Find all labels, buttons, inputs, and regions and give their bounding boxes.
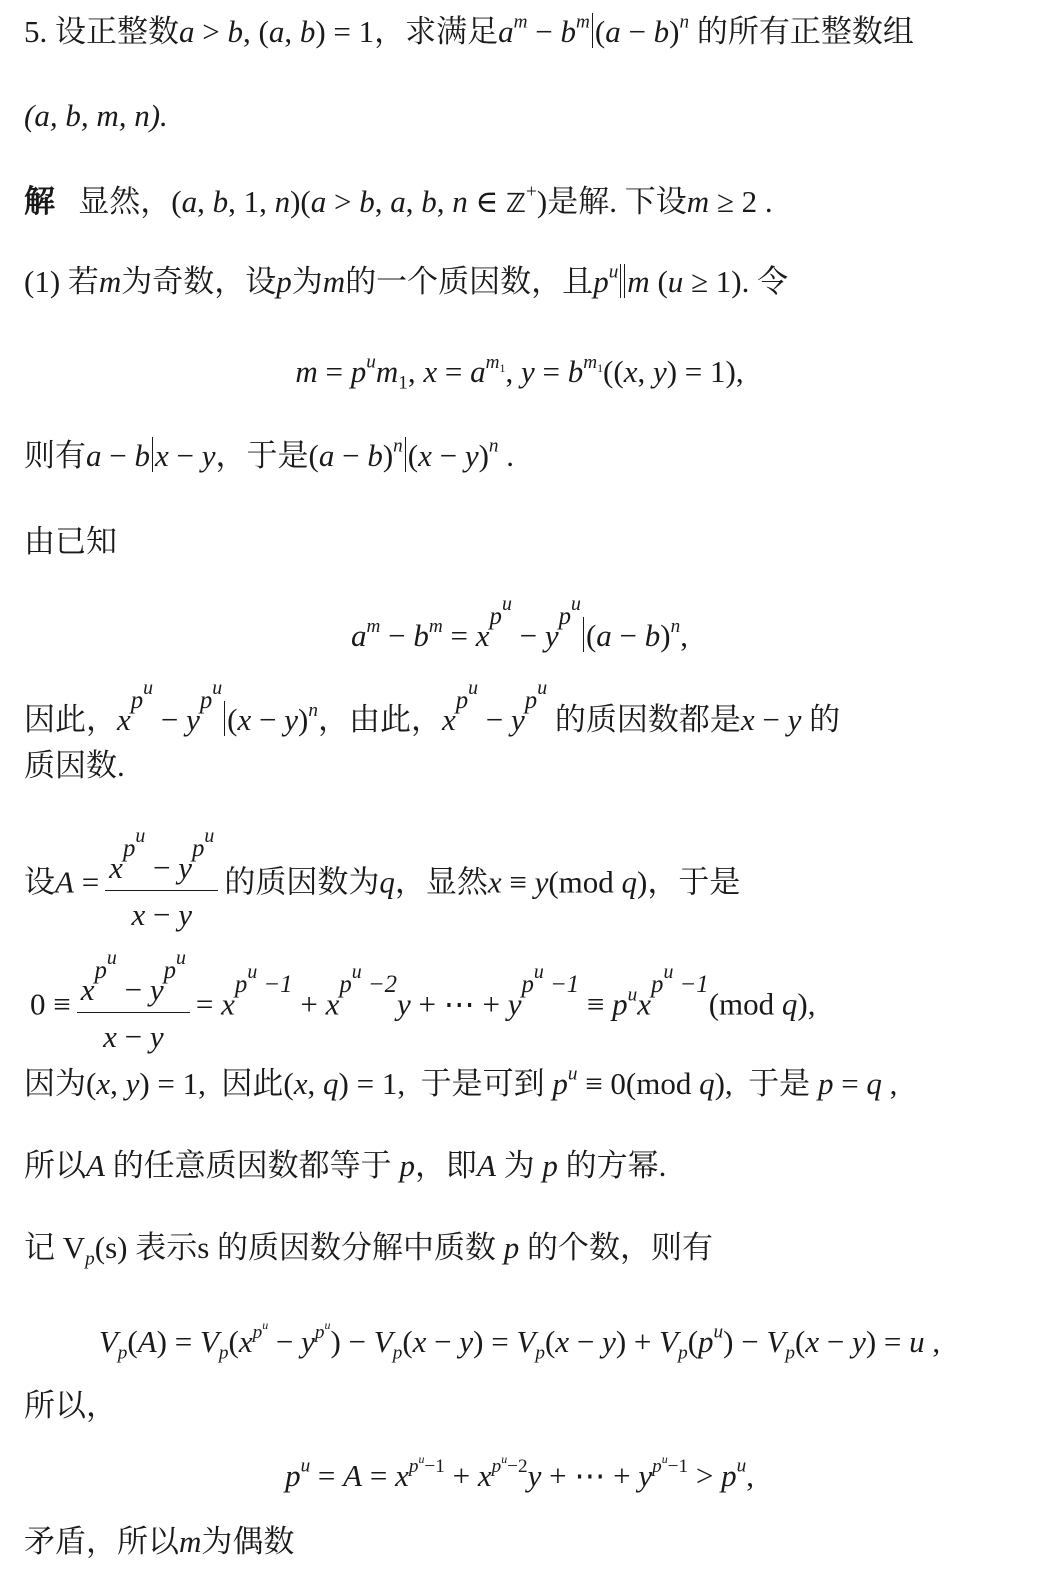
define-A-line: 设A = $\frac{x^{p^u} - y^{p^u}}{x - y}$ 的质因数为q，显然x ≡ y(mod q)，于是 <box>24 836 1025 935</box>
valuation-def-line: 记 $V_p(s)$ 表示s 的质因数分解中质数 p 的个数，则有 <box>24 1230 714 1270</box>
equation-contradiction: $p^u = A = x^{p^u-1} + x^{p^u-2}y$ + ⋯ + $y^{p^u-1} > p^u$, <box>285 1451 754 1493</box>
problem-line-1: 5. 设正整数a > b, (a, b) = 1，求满足$a^m - b^m$ $(a - b)^n$ 的所有正整数组 <box>24 11 914 49</box>
case-1-line: (1) 若m为奇数，设p为m的一个质因数，且$p^u$ m (u ≥ 1). 令 <box>24 261 789 299</box>
fraction-A: $\frac{x^{p^u} - y^{p^u}}{x - y}$ <box>105 836 218 935</box>
fraction-congruence: $\frac{x^{p^u} - y^{p^u}}{x - y}$ <box>77 958 190 1057</box>
problem-line-2 <box>24 96 1025 136</box>
therefore-line: 因此，$x^{p^u} - y^{p^u}(x - y)^n$，由此，$x^{p^u} - y^{p^u}$ 的质因数都是x − y 的 <box>24 677 841 738</box>
divisibility-line: 则有a − b x − y，于是$(a - b)^n$ $(x - y)^n$ . <box>24 435 515 473</box>
power-line: 所以A 的任意质因数都等于 p，即A 为 p 的方幂. <box>24 1148 667 1183</box>
equation-valuation: $V_p(A) = V_p(x^{p^u} - y^{p^u}) - V_p(x - y) = V_p(x - y) + V_p(p^u) - V_p(x - y) = u$ , <box>98 1317 941 1364</box>
prime-factor-line: 质因数. <box>24 748 125 783</box>
because-line: 因为(x, y) = 1, 因此(x, q) = 1, 于是可到 $p^u \equiv 0(mod$ q), 于是 p = q , <box>24 1063 898 1101</box>
equation-congruence: 0 ≡ $\frac{x^{p^u} - y^{p^u}}{x - y}$ = $x^{p^u -1} + x^{p^u -2}y$ + ⋯ + $y^{p^u -1} \equiv p^ux^{p^u -1}(mod$ q), <box>30 958 1025 1057</box>
solution-label: 解 <box>24 184 55 219</box>
problem-number: 5. <box>24 14 48 49</box>
conclusion-line: 矛盾，所以m为偶数 <box>24 1524 295 1559</box>
equation-known: $a^m - b^m = x^{p^u} - y^{p^u}(a - b)^n$, <box>351 593 688 654</box>
solution-line-1: 解 显然，(a, b, 1, n)(a > b, a, b, n ∈ ℤ+)是解. 下设m ≥ 2 . <box>24 181 773 219</box>
known-line: 由已知 <box>24 524 117 559</box>
so-line: 所以， <box>24 1388 117 1423</box>
equation-substitution: $m = p^um_1$, $x = a^{m_1}$, $y = b^{m_1}((x$, y) = 1), <box>295 351 744 394</box>
tuple: (a, b, m, n). <box>24 98 168 133</box>
